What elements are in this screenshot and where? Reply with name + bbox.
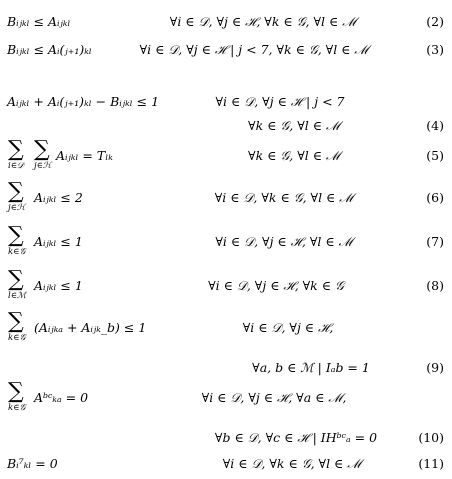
equation-row-11 — [0, 454, 452, 474]
equation-lhs: Bᵢⱼₖₗ ≤ Aᵢ(ⱼ₊₁)ₖₗ — [7, 42, 92, 57]
equation-lhs: Aᵢⱼₖₗ ≤ 1 — [34, 278, 83, 293]
equation-row-5 — [0, 137, 452, 171]
equation-lhs: Aᵢⱼₖₗ + Aᵢ(ⱼ₊₁)ₖₗ − Bᵢⱼₖₗ ≤ 1 — [7, 94, 160, 109]
summation-symbol: ∑ — [8, 223, 24, 248]
equation-lhs: Bᵢ⁷ₖₗ = 0 — [7, 456, 58, 471]
summation-index: j∈ℋ — [8, 203, 26, 213]
equation-number: (10) — [418, 430, 444, 445]
equation-condition: ∀i ∈ 𝒟, ∀j ∈ ℋ, ∀l ∈ ℳ — [215, 234, 353, 249]
equation-number: (4) — [426, 118, 444, 133]
summation — [6, 310, 34, 348]
equation-number: (2) — [426, 14, 444, 29]
equation-condition: ∀k ∈ 𝒢, ∀l ∈ ℳ — [248, 148, 340, 163]
equation-row-6 — [0, 179, 452, 213]
equation-lhs: Aᵢⱼₖₗ ≤ 2 — [34, 190, 83, 205]
summation-index: k∈𝒢 — [8, 333, 26, 343]
equation-condition: ∀i ∈ 𝒟, ∀j ∈ ℋ, — [242, 320, 334, 335]
equation-number: (8) — [426, 278, 444, 293]
equation-condition: ∀i ∈ 𝒟, ∀j ∈ ℋ | j < 7, ∀k ∈ 𝒢, ∀l ∈ ℳ — [139, 42, 369, 57]
summation-symbol: ∑ — [8, 179, 24, 204]
summation-symbol: ∑ — [8, 309, 24, 334]
equation-lhs: Aᵢⱼₖₗ = Tₗₖ — [56, 148, 113, 163]
summation — [6, 224, 34, 262]
equation-row-10-line1 — [0, 379, 452, 413]
equation-number: (6) — [426, 190, 444, 205]
equation-row-2 — [0, 12, 452, 32]
equation-condition: ∀b ∈ 𝒟, ∀c ∈ ℋ | IHᵇᶜₐ = 0 — [214, 430, 378, 445]
equation-row-7 — [0, 223, 452, 257]
summation — [6, 380, 34, 418]
equation-lhs: (Aᵢⱼₖₐ + Aᵢⱼₖ_b) ≤ 1 — [34, 320, 147, 335]
equation-condition: ∀k ∈ 𝒢, ∀l ∈ ℳ — [248, 118, 340, 133]
summation-index: i∈𝒟 — [8, 161, 24, 171]
equation-number: (5) — [426, 148, 444, 163]
summation-symbol: ∑ — [8, 267, 24, 292]
equation-condition: ∀i ∈ 𝒟, ∀k ∈ 𝒢, ∀l ∈ ℳ — [214, 190, 354, 205]
equation-number: (11) — [418, 456, 444, 471]
summation-index: k∈𝒢 — [8, 247, 26, 257]
summation — [6, 268, 34, 306]
equation-condition: ∀i ∈ 𝒟, ∀j ∈ ℋ | j < 7 — [215, 94, 345, 109]
equation-lhs: Aᵇᶜₖₐ = 0 — [34, 390, 89, 405]
equation-condition: ∀i ∈ 𝒟, ∀k ∈ 𝒢, ∀l ∈ ℳ — [222, 456, 362, 471]
equation-row-8 — [0, 267, 452, 301]
summation-symbol: ∑ — [8, 137, 24, 162]
summation-index: j∈ℋ — [34, 161, 52, 171]
equation-row-9-line1 — [0, 309, 452, 343]
summation-symbol: ∑ — [8, 379, 24, 404]
equation-row-4-line1 — [0, 92, 452, 112]
equation-condition: ∀i ∈ 𝒟, ∀j ∈ ℋ, ∀k ∈ 𝒢, ∀l ∈ ℳ — [169, 14, 357, 29]
summation-index: l∈ℳ — [8, 291, 27, 301]
equation-condition: ∀i ∈ 𝒟, ∀j ∈ ℋ, ∀k ∈ 𝒢 — [208, 278, 344, 293]
equation-row-3 — [0, 40, 452, 60]
summation-symbol: ∑ — [34, 137, 50, 162]
double-summation — [6, 138, 58, 176]
equation-row-4-line2 — [0, 116, 452, 136]
equation-lhs: Aᵢⱼₖₗ ≤ 1 — [34, 234, 83, 249]
summation — [6, 180, 34, 218]
equation-condition: ∀i ∈ 𝒟, ∀j ∈ ℋ, ∀a ∈ ℳ, — [201, 390, 347, 405]
equation-row-9-line2 — [0, 358, 452, 378]
equation-number: (3) — [426, 42, 444, 57]
equation-lhs: Bᵢⱼₖₗ ≤ Aᵢⱼₖₗ — [7, 14, 71, 29]
equation-condition: ∀a, b ∈ ℳ | Iₐb = 1 — [252, 360, 370, 375]
equation-row-10-line2 — [0, 428, 452, 448]
equation-number: (7) — [426, 234, 444, 249]
equation-number: (9) — [426, 360, 444, 375]
summation-index: k∈𝒢 — [8, 403, 26, 413]
